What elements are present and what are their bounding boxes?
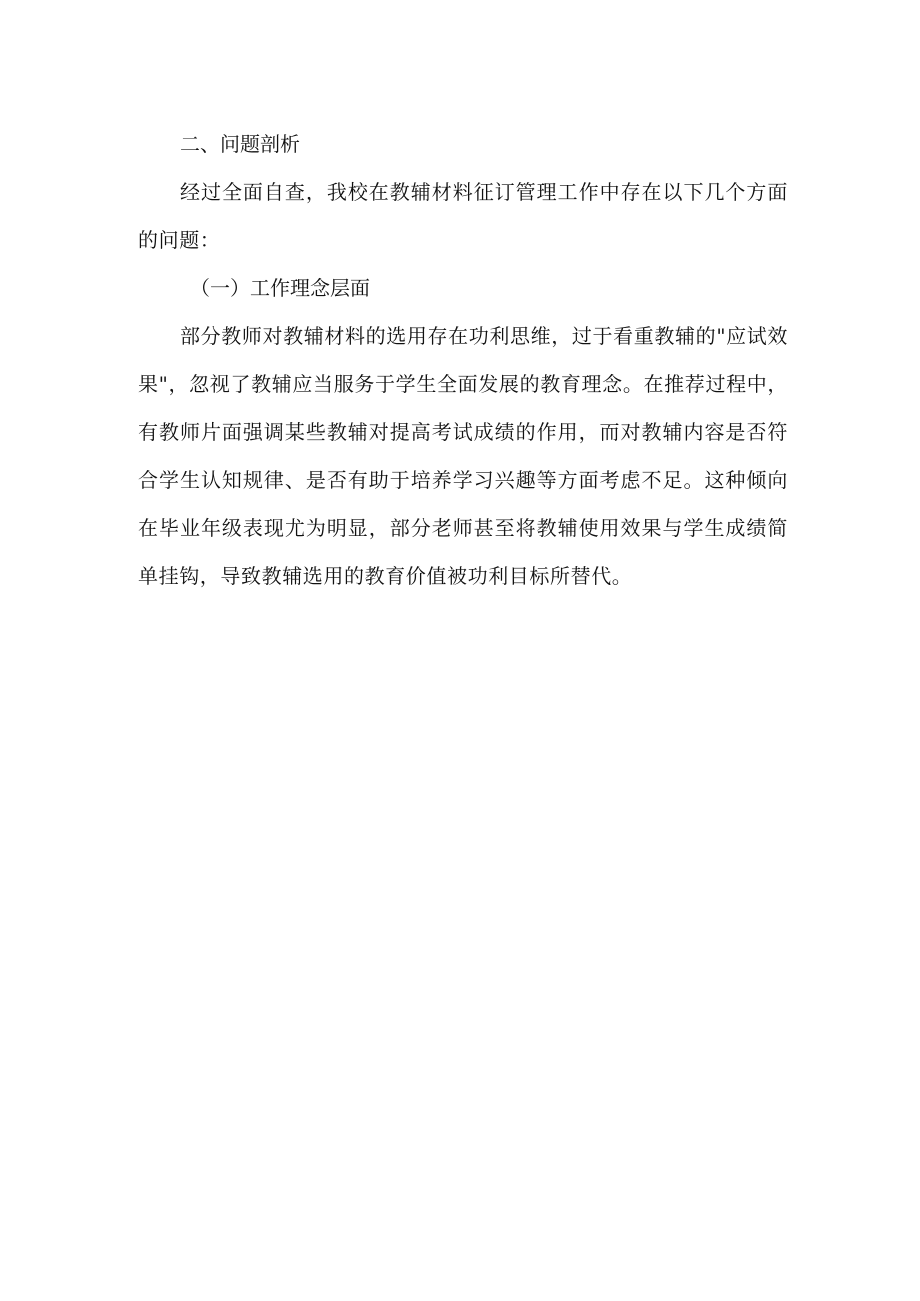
section-heading: 二、问题剖析 <box>180 132 300 156</box>
subsection-heading: （一）工作理念层面 <box>190 276 370 300</box>
intro-paragraph: 经过全面自查，我校在教辅材料征订管理工作中存在以下几个方面的问题： <box>138 180 788 252</box>
body-paragraph: 部分教师对教辅材料的选用存在功利思维，过于看重教辅的"应试效果"，忽视了教辅应当服务于学生全面发展的教育理念。在推荐过程中，有教师片面强调某些教辅对提高考试成绩的作用，而对教辅内容是否符合学生认知规律、是否有助于培养学习兴趣等方面考虑不足。这种倾向在毕业年级表现尤为明显，部分老师甚至将教辅使用效果与学生成绩简单挂钩，导致教辅选用的教育价值被功利目标所替代。 <box>138 324 788 588</box>
document-body <box>138 120 788 600</box>
